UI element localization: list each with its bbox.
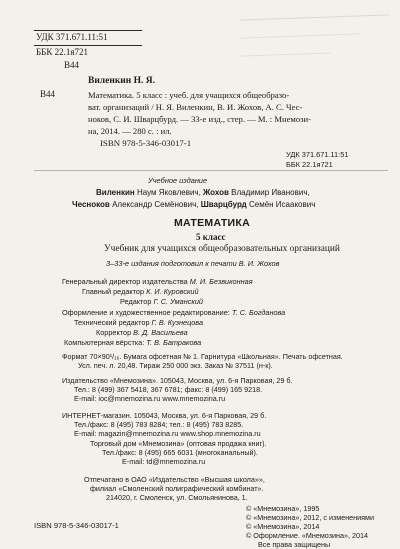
author-given: Александр Семёнович, xyxy=(109,200,201,209)
right-bbk: ББК 22.1я721 xyxy=(286,160,333,169)
book-title: МАТЕМАТИКА xyxy=(174,217,250,229)
bbk-code: ББК 22.1я721 xyxy=(36,47,88,57)
printer-line: филиал «Смоленский полиграфический комбинат». xyxy=(90,484,264,494)
catalog-entry-line-2: ват. организаций / Н. Я. Виленкин, В. И. Жохов, А. С. Чес- xyxy=(88,102,303,112)
copyright-line: © «Мнемозина», 1995 xyxy=(246,504,320,513)
copyright-line: © «Мнемозина», 2012, с изменениями xyxy=(246,513,374,522)
shop-line: Торговый дом «Мнемозина» (оптовая продажа книг). xyxy=(90,438,267,448)
shop-line: Тел./факс: 8 (495) 665 6031 (многоканальный). xyxy=(102,447,258,457)
catalog-entry-line-3: ноков, С. И. Шварцбурд. — 33-е изд., стер. — М. : Мнемози- xyxy=(88,114,311,124)
authors-line-1 xyxy=(96,188,310,197)
grade-label: 5 класс xyxy=(196,232,226,242)
copyright-line: © «Мнемозина», 2014 xyxy=(246,522,320,531)
staff-row: Технический редактор Г. В. Кузнецова xyxy=(74,317,204,327)
author-surname: Жохов xyxy=(203,188,229,197)
catalog-entry-line-1: Математика. 5 класс : учеб. для учащихся общеобразо- xyxy=(88,90,290,100)
right-udk: УДК 371.671.11:51 xyxy=(286,150,349,159)
author-given: Владимир Иванович, xyxy=(228,188,310,197)
catalog-code: В44 xyxy=(64,60,80,70)
staff-row: Генеральный директор издательства М. И. Безвиконная xyxy=(62,277,253,286)
catalog-isbn: ISBN 978-5-346-03017-1 xyxy=(100,138,192,148)
printer-line: Отпечатано в ОАО «Издательство «Высшая школа»», xyxy=(84,475,265,484)
staff-list xyxy=(62,277,392,348)
printer-info xyxy=(84,475,265,503)
author-given: Семён Исаакович xyxy=(246,200,316,209)
publisher-info xyxy=(62,376,292,404)
shop-line: E-mail: td@mnemozina.ru xyxy=(122,457,206,467)
shop-line: Тел./факс: 8 (495) 783 8284; тел.: 8 (495) 783 8285. xyxy=(74,420,244,430)
printer-line: 214020, г. Смоленск, ул. Смольянинова, 1. xyxy=(106,493,248,503)
udk-code: УДК 371.671.11:51 xyxy=(36,32,108,42)
print-info xyxy=(62,352,343,370)
catalog-entry xyxy=(88,89,388,137)
author-surname: Виленкин xyxy=(96,188,135,197)
publisher-line: Издательство «Мнемозина». 105043, Москва, ул. 6-я Парковая, 29 б. xyxy=(62,376,293,385)
book-subtitle: Учебник для учащихся общеобразовательных организаций xyxy=(104,244,340,254)
publisher-line: E-mail: ioc@mnemozina.ru www.mnemozina.ru xyxy=(74,394,226,404)
catalog-entry-line-4: на, 2014. — 280 с. : ил. xyxy=(88,126,172,136)
authors-line-2 xyxy=(72,200,315,209)
copyright-line: © Оформление. «Мнемозина», 2014 xyxy=(246,531,368,540)
staff-row: Компьютерная вёрстка: Т. В. Батракова xyxy=(64,338,202,348)
staff-row: Редактор Г. С. Уманский xyxy=(120,297,203,307)
catalog-udk-box xyxy=(34,30,142,46)
author-surname: Чесноков xyxy=(72,200,110,209)
bottom-isbn: ISBN 978-5-346-03017-1 xyxy=(34,521,119,530)
print-info-line: Формат 70×90¹/₁₆. Бумага офсетная № 1. Гарнитура «Школьная». Печать офсетная. xyxy=(62,352,343,361)
author-surname: Шварцбурд xyxy=(200,200,247,209)
shop-info xyxy=(62,411,266,466)
shop-line: E-mail: magazin@mnemozina.ru www.shop.mnemozina.ru xyxy=(74,429,261,439)
prepared-by: 3–33-е издания подготовил к печати В. И. Жохов xyxy=(106,259,280,268)
staff-row: Главный редактор К. И. Куровский xyxy=(82,287,199,297)
shop-line: ИНТЕРНЕТ-магазин. 105043, Москва, ул. 6-я Парковая, 29 б. xyxy=(62,411,267,420)
print-info-line: Усл. печ. л. 20,48. Тираж 250 000 экз. Заказ № 37511 (н-к). xyxy=(78,361,273,371)
copyright-line: Все права защищены xyxy=(258,540,331,549)
catalog-code-left: В44 xyxy=(40,89,56,99)
copyright-block xyxy=(246,504,374,549)
staff-row: Оформление и художественное редактирование: Т. С. Богданова xyxy=(62,307,286,317)
publisher-line: Тел.: 8 (499) 367 5418, 367 6781; факс: 8 (499) 165 9218. xyxy=(74,385,263,395)
rule-line xyxy=(34,170,388,171)
staff-row: Корректор В. Д. Васильева xyxy=(96,328,188,338)
author-given: Наум Яковлевич, xyxy=(134,188,204,197)
bleed-through-text xyxy=(239,5,391,70)
edition-label: Учебное издание xyxy=(148,176,208,185)
catalog-author-header: Виленкин Н. Я. xyxy=(88,76,156,86)
